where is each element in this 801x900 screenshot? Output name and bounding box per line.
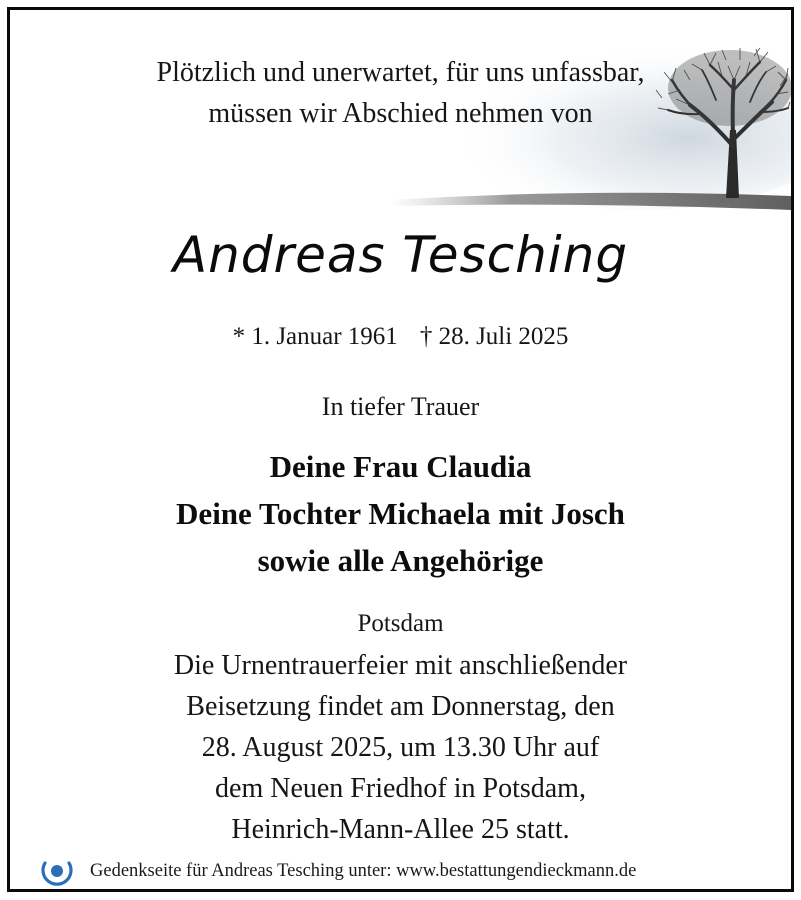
death-date: † 28. Juli 2025 <box>419 323 569 350</box>
ceremony-line-4: dem Neuen Friedhof in Potsdam, <box>215 773 586 804</box>
ceremony-line-3: 28. August 2025, um 13.30 Uhr auf <box>201 732 600 763</box>
ceremony-line-2: Beisetzung findet am Donnerstag, den <box>186 691 615 722</box>
deceased-name: Andreas Tesching <box>172 226 629 284</box>
family-line-2: Deine Tochter Michaela mit Josch <box>176 496 625 531</box>
memorial-footer <box>40 855 780 889</box>
intro-line-1: Plötzlich und unerwartet, für uns unfassbar, <box>156 57 645 88</box>
obituary-frame <box>7 7 794 892</box>
intro-line-2: müssen wir Abschied nehmen von <box>208 98 593 129</box>
life-dates <box>10 323 791 351</box>
family-line-1: Deine Frau Claudia <box>269 449 532 484</box>
family-line-3: sowie alle Angehörige <box>257 543 544 578</box>
memorial-logo-icon <box>40 855 74 889</box>
ceremony-line-5: Heinrich-Mann-Allee 25 statt. <box>231 814 570 845</box>
mourning-line: In tiefer Trauer <box>321 392 480 421</box>
ceremony-line-1: Die Urnentrauerfeier mit anschließender <box>173 650 628 681</box>
memorial-page-link[interactable]: Gedenkseite für Andreas Tesching unter: www.bestattungendieckmann.de <box>90 861 637 881</box>
birth-date: * 1. Januar 1961 <box>232 323 398 350</box>
place-line: Potsdam <box>357 610 444 637</box>
